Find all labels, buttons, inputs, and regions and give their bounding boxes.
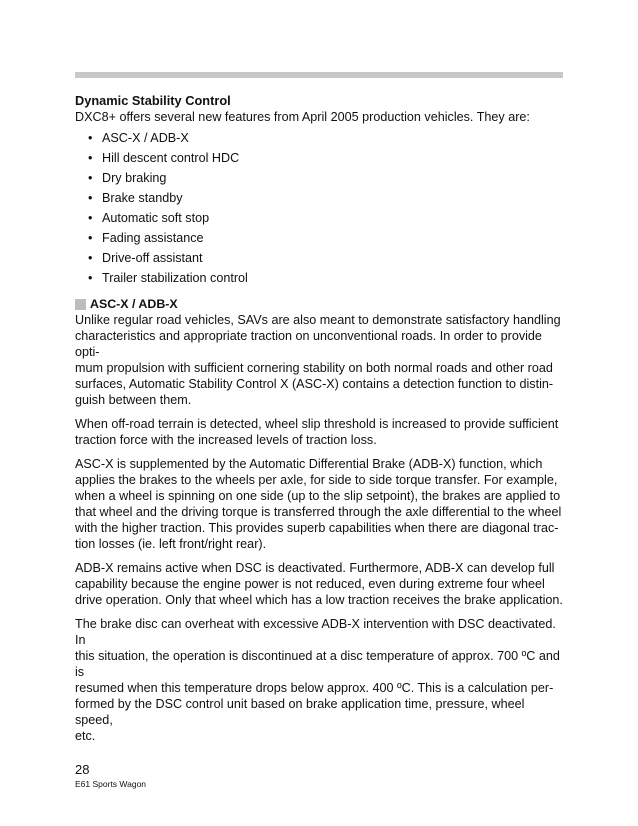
list-item: • Trailer stabilization control	[88, 268, 565, 288]
list-item: • Hill descent control HDC	[88, 148, 565, 168]
bullet-icon: •	[88, 131, 93, 145]
subsection-heading	[75, 296, 565, 312]
list-item: • Dry braking	[88, 168, 565, 188]
document-body	[75, 93, 565, 752]
list-item: • Automatic soft stop	[88, 208, 565, 228]
list-item: • Drive-off assistant	[88, 248, 565, 268]
paragraph: ASC-X is supplemented by the Automatic Differential Brake (ADB-X) function, which applies the brakes to the wheels per axle, for side to side torque transfer. For example, when a wheel is spinning on one side (up to the slip setpoint), the brakes are applied to that wheel and the driving torque is transferred through the axle differential to the wheel with the higher traction. This provides superb capabilities when there are diagonal trac- tion losses (ie. left front/right rear).	[75, 457, 562, 551]
section-title: Dynamic Stability Control	[75, 93, 231, 108]
paragraph: The brake disc can overheat with excessive ADB-X intervention with DSC deactivated. In this situation, the operation is discontinued at a disc temperature of approx. 700 ºC and is resumed when this temperature drops below approx. 400 ºC. This is a calculation per- formed by the DSC control unit based on brake application time, pressure, wheel speed, etc.	[75, 617, 560, 743]
bullet-icon: •	[88, 191, 93, 205]
page-number: 28	[75, 762, 90, 777]
bullet-icon: •	[88, 151, 93, 165]
bullet-icon: •	[88, 211, 93, 225]
bullet-icon: •	[88, 171, 93, 185]
footer-label: E61 Sports Wagon	[75, 779, 147, 789]
page-footer	[75, 762, 146, 790]
section-intro: DXC8+ offers several new features from April 2005 production vehicles. They are:	[75, 110, 530, 124]
header-rule	[75, 72, 563, 78]
bullet-icon: •	[88, 231, 93, 245]
feature-list	[75, 128, 565, 288]
list-item: • Fading assistance	[88, 228, 565, 248]
paragraph: When off-road terrain is detected, wheel slip threshold is increased to provide sufficient traction force with the increased levels of traction loss.	[75, 417, 559, 447]
square-marker-icon	[75, 299, 86, 310]
list-item: • ASC-X / ADB-X	[88, 128, 565, 148]
bullet-icon: •	[88, 251, 93, 265]
paragraph: ADB-X remains active when DSC is deactivated. Furthermore, ADB-X can develop full capability because the engine power is not reduced, even during extreme four wheel drive operation. Only that wheel which has a low traction receives the brake application.	[75, 561, 563, 607]
bullet-icon: •	[88, 271, 93, 285]
list-item: • Brake standby	[88, 188, 565, 208]
subsection-title: ASC-X / ADB-X	[90, 297, 178, 311]
paragraph: Unlike regular road vehicles, SAVs are also meant to demonstrate satisfactory handling characteristics and appropriate traction on unconventional roads. In order to provide opti- mum propulsion with sufficient cornering stability on both normal roads and other road surfaces, Automatic Stability Control X (ASC-X) contains a detection function to distin- guish between them.	[75, 313, 561, 407]
